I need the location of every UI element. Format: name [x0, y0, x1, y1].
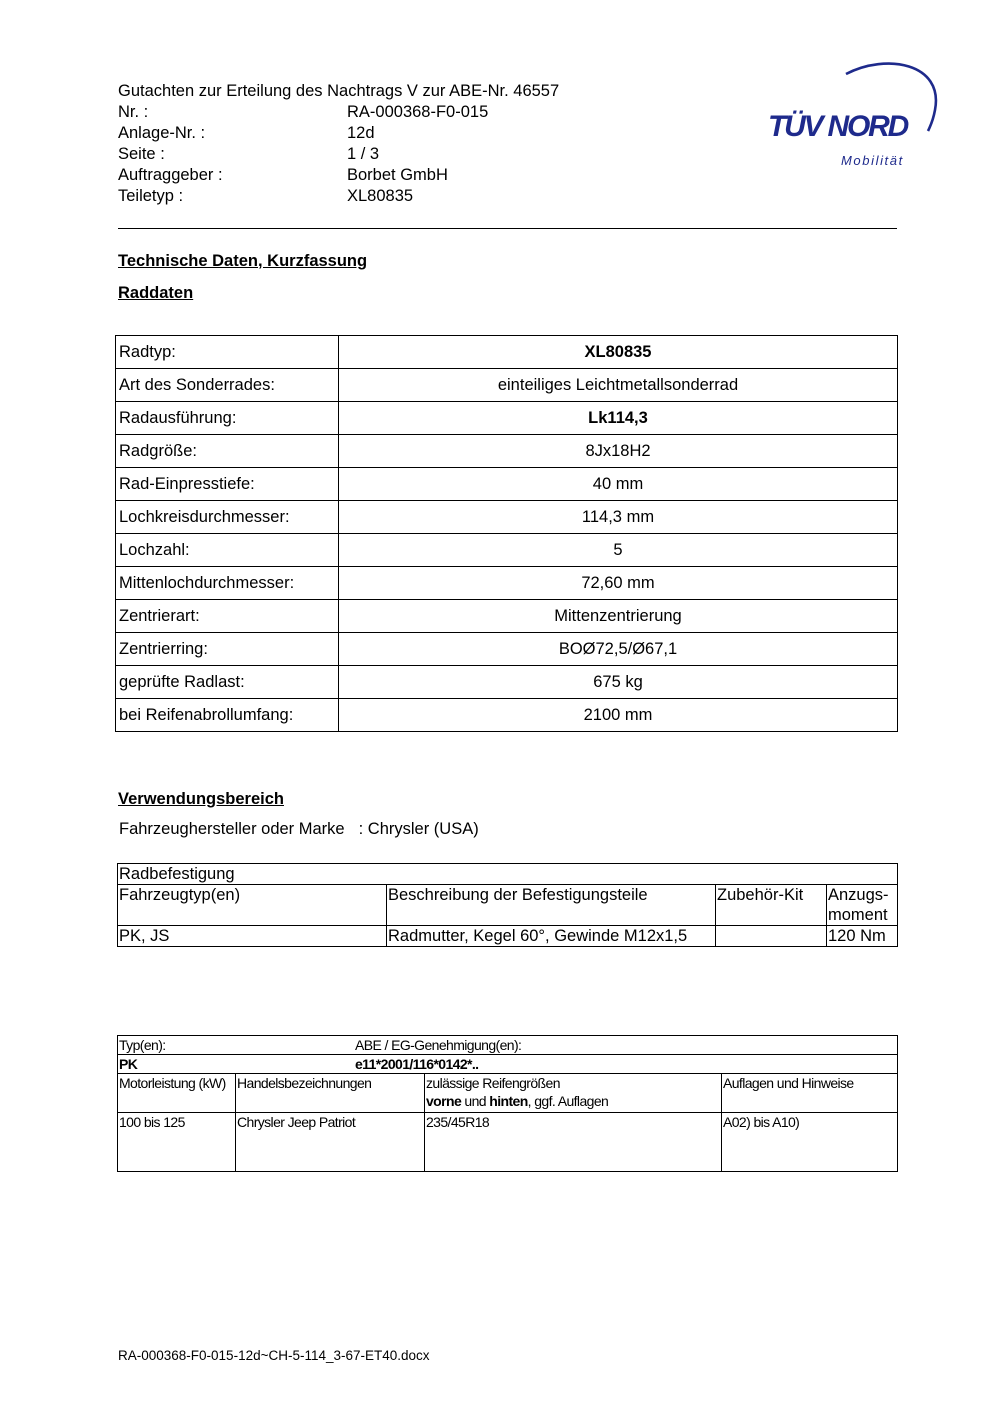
col-header-moment	[827, 885, 898, 926]
table-row	[116, 699, 898, 732]
moment-line2: moment	[828, 906, 888, 924]
table-row	[116, 402, 898, 435]
row-label: Art des Sonderrades:	[116, 369, 339, 402]
table-row	[116, 633, 898, 666]
cell-handel: Chrysler Jeep Patriot	[236, 1113, 425, 1172]
cell-auflagen: A02) bis A10)	[722, 1113, 898, 1172]
table-row	[118, 864, 898, 885]
field-value: XL80835	[347, 187, 414, 205]
cell-motor: 100 bis 125	[118, 1113, 236, 1172]
col-header-motor: Motorleistung (kW)	[118, 1074, 236, 1113]
table-row	[118, 1074, 898, 1113]
row-value: XL80835	[339, 336, 898, 369]
typen-label-row	[118, 1036, 898, 1055]
abe-label: ABE / EG-Genehmigung(en):	[355, 1037, 522, 1053]
row-value: 114,3 mm	[339, 501, 898, 534]
col-header-beschreibung: Beschreibung der Befestigungsteile	[387, 885, 716, 926]
row-value: 675 kg	[339, 666, 898, 699]
marke-line	[119, 820, 479, 839]
field-label: Seite :	[118, 145, 165, 163]
cell-moment: 120 Nm	[827, 926, 898, 947]
reifen-und: und	[461, 1093, 490, 1109]
footer-filename: RA-000368-F0-015-12d~CH-5-114_3-67-ET40.docx	[118, 1348, 430, 1363]
row-value: einteiliges Leichtmetallsonderrad	[339, 369, 898, 402]
field-value: 1 / 3	[347, 145, 380, 163]
table-row	[118, 926, 898, 947]
typen-value-row	[118, 1055, 898, 1074]
row-value: BOØ72,5/Ø67,1	[339, 633, 898, 666]
logo-sub: Mobilität	[841, 153, 904, 168]
marke-label: Fahrzeughersteller oder Marke	[119, 820, 345, 838]
reifen-rest: , ggf. Auflagen	[527, 1093, 609, 1109]
cell-typ: PK, JS	[118, 926, 387, 947]
header-field-auftraggeber	[118, 165, 559, 186]
header-divider	[118, 228, 897, 229]
row-label: Radtyp:	[116, 336, 339, 369]
row-label: Zentrierring:	[116, 633, 339, 666]
header-field-anlage	[118, 123, 559, 144]
header-field-nr	[118, 102, 559, 123]
abe-value: e11*2001/116*0142*..	[355, 1056, 479, 1072]
field-label: Auftraggeber :	[118, 166, 223, 184]
col-header-kit: Zubehör-Kit	[716, 885, 827, 926]
table-row	[118, 1055, 898, 1074]
table-row	[116, 567, 898, 600]
table-row	[118, 1113, 898, 1172]
table-row	[118, 1036, 898, 1055]
table-row	[116, 435, 898, 468]
table-row	[116, 468, 898, 501]
row-value: 2100 mm	[339, 699, 898, 732]
report-title: Gutachten zur Erteilung des Nachtrags V zur ABE-Nr. 46557	[118, 82, 560, 100]
typen-table	[117, 1035, 898, 1172]
row-value: 72,60 mm	[339, 567, 898, 600]
field-label: Nr. :	[118, 103, 149, 121]
table-row	[118, 885, 898, 926]
header-field-seite	[118, 144, 559, 165]
field-label: Teiletyp :	[118, 187, 184, 205]
col-header-handel: Handelsbezeichnungen	[236, 1074, 425, 1113]
header-field-teiletyp	[118, 186, 559, 207]
table-row	[116, 600, 898, 633]
row-label: Rad-Einpresstiefe:	[116, 468, 339, 501]
radbefestigung-table	[117, 863, 898, 947]
logo-brand: TÜV NORD	[768, 110, 908, 143]
col-header-reifen	[425, 1074, 722, 1113]
table-row	[116, 666, 898, 699]
reifen-line2	[426, 1092, 720, 1110]
row-value: 40 mm	[339, 468, 898, 501]
reifen-line1: zulässige Reifengrößen	[426, 1075, 560, 1091]
table-row	[116, 534, 898, 567]
row-value: 8Jx18H2	[339, 435, 898, 468]
cell-kit	[716, 926, 827, 947]
tuv-nord-logo	[758, 55, 948, 175]
row-value: 5	[339, 534, 898, 567]
section-title-tech: Technische Daten, Kurzfassung	[118, 252, 368, 270]
reifen-hinten: hinten	[489, 1093, 528, 1109]
reifen-vorne: vorne	[426, 1093, 462, 1109]
befestigung-title: Radbefestigung	[118, 864, 898, 885]
row-label: Zentrierart:	[116, 600, 339, 633]
section-title-verwendung: Verwendungsbereich	[118, 790, 284, 808]
col-header-auflagen: Auflagen und Hinweise	[722, 1074, 898, 1113]
tuv-nord-logo-icon	[758, 55, 948, 175]
row-label: geprüfte Radlast:	[116, 666, 339, 699]
table-row	[116, 501, 898, 534]
typ-label: Typ(en):	[119, 1037, 166, 1053]
row-value: Lk114,3	[339, 402, 898, 435]
row-label: Lochzahl:	[116, 534, 339, 567]
cell-beschreibung: Radmutter, Kegel 60°, Gewinde M12x1,5	[387, 926, 716, 947]
field-label: Anlage-Nr. :	[118, 124, 206, 142]
field-value: Borbet GmbH	[347, 166, 448, 184]
moment-line1: Anzugs-	[828, 886, 889, 904]
field-value: 12d	[347, 124, 375, 142]
row-label: Radausführung:	[116, 402, 339, 435]
row-label: Radgröße:	[116, 435, 339, 468]
row-label: Lochkreisdurchmesser:	[116, 501, 339, 534]
typ-value: PK	[119, 1056, 138, 1072]
row-value: Mittenzentrierung	[339, 600, 898, 633]
marke-sep: :	[358, 820, 364, 838]
marke-value: Chrysler (USA)	[367, 820, 479, 838]
col-header-typ: Fahrzeugtyp(en)	[118, 885, 387, 926]
row-label: bei Reifenabrollumfang:	[116, 699, 339, 732]
row-label: Mittenlochdurchmesser:	[116, 567, 339, 600]
cell-reifen: 235/45R18	[425, 1113, 722, 1172]
field-value: RA-000368-F0-015	[347, 103, 489, 121]
document-header	[118, 81, 559, 207]
table-row	[116, 336, 898, 369]
raddaten-table	[115, 335, 898, 732]
table-row	[116, 369, 898, 402]
section-title-raddaten: Raddaten	[118, 284, 194, 302]
